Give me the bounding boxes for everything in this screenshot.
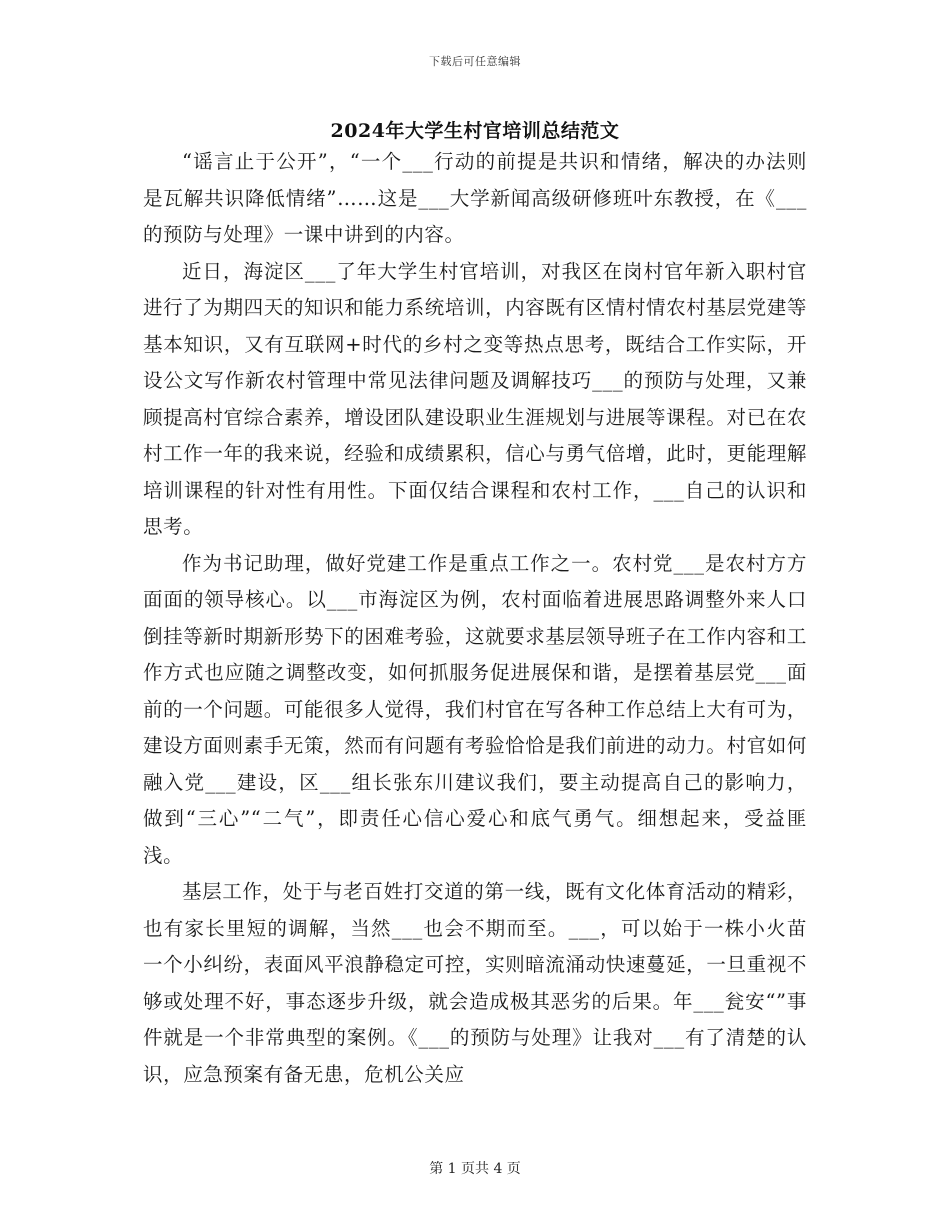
page-header-note: 下载后可任意编辑 [429,55,521,68]
document-body [143,144,807,1093]
page-number-footer: 第 1 页共 4 页 [429,1161,521,1177]
paragraph: 作为书记助理，做好党建工作是重点工作之一。农村党___是农村方方面面的领导核心。以___市海淀区为例，农村面临着进展思路调整外来人口倒挂等新时期新形势下的困难考验，这就要求基层领导班子在工作内容和工作方式也应随之调整改变，如何抓服务促进展保和谐，是摆着基层党___面前的一个问题。可能很多人觉得，我们村官在写各种工作总结上大有可为，建设方面则素手无策，然而有问题有考验恰恰是我们前进的动力。村官如何融入党___建设，区___组长张东川建议我们，要主动提高自己的影响力，做到“三心”“二气”，即责任心信心爱心和底气勇气。细想起来，受益匪浅。 [143,551,807,867]
paragraph: 基层工作，处于与老百姓打交道的第一线，既有文化体育活动的精彩，也有家长里短的调解，当然___也会不期而至。___，可以始于一株小火苗一个小纠纷，表面风平浪静稳定可控，实则暗流涌动快速蔓延，一旦重视不够或处理不好，事态逐步升级，就会造成极其恶劣的后果。年___瓮安“”事件就是一个非常典型的案例。《___的预防与处理》让我对___有了清楚的认识，应急预案有备无患，危机公关应 [143,880,807,1086]
paragraph: “谣言止于公开”，“一个___行动的前提是共识和情绪，解决的办法则是瓦解共识降低情绪”……这是___大学新闻高级研修班叶东教授，在《___的预防与处理》一课中讲到的内容。 [143,150,807,246]
document-title: 2024年大学生村官培训总结范文 [330,120,620,142]
paragraph: 近日，海淀区___了年大学生村官培训，对我区在岗村官年新入职村官进行了为期四天的知识和能力系统培训，内容既有区情村情农村基层党建等基本知识，又有互联网+时代的乡村之变等热点思考，既结合工作实际，开设公文写作新农村管理中常见法律问题及调解技巧___的预防与处理，又兼顾提高村官综合素养，增设团队建设职业生涯规划与进展等课程。对已在农村工作一年的我来说，经验和成绩累积，信心与勇气倍增，此时，更能理解培训课程的针对性有用性。下面仅结合课程和农村工作，___自己的认识和思考。 [143,259,807,538]
